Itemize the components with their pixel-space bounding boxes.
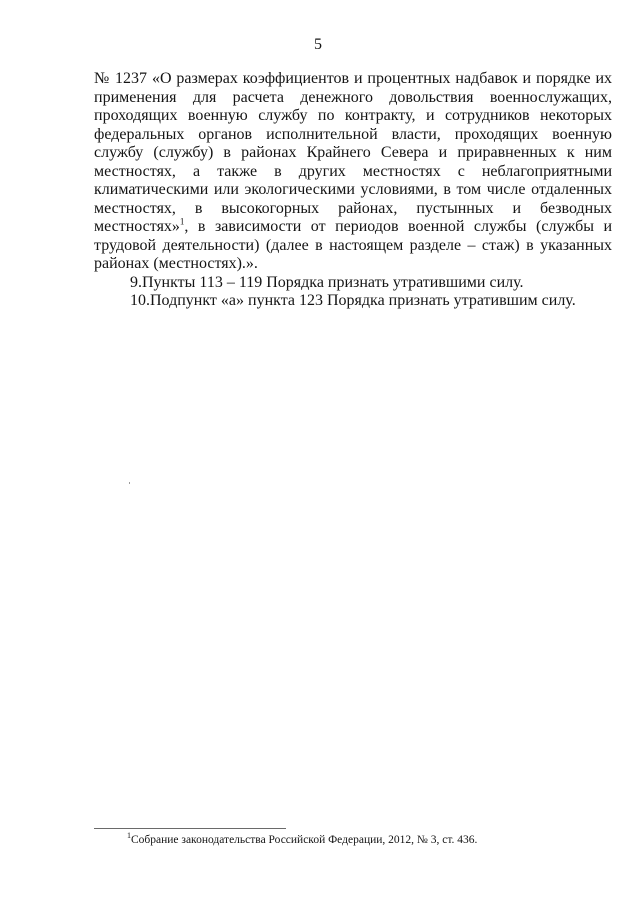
continuation-tail-text: , в зависимости от периодов военной службы (службы и трудовой деятельности) (далее в настоящем разделе – стаж) в указанных районах (местностях).». <box>94 218 612 272</box>
footnote-marker: 1 <box>127 831 131 841</box>
page-number: 5 <box>314 36 322 53</box>
paragraph-item-10: 10.Подпункт «а» пункта 123 Порядка признать утратившим силу. <box>130 292 576 309</box>
footnote-reference: 1 <box>179 216 185 227</box>
continuation-text: № 1237 «О размерах коэффициентов и процентных надбавок и порядке их применения для расчета денежного довольствия военнослужащих, проходящих военную службу по контракту, и сотрудников некоторых федеральных органов исполнительной власти, проходящих военную службу (службу) в районах Крайнего Севера и приравненных к ним местностях, а также в других местностях с неблагоприятными климатическими или экологическими условиями, в том числе отдаленных местностях, в высокогорных районах, пустынных и безводных местностях» <box>94 70 612 235</box>
footnote-divider <box>94 828 286 829</box>
paragraph-item-9: 9.Пункты 113 – 119 Порядка признать утратившими силу. <box>130 273 524 291</box>
footnote <box>127 833 607 847</box>
scan-mark <box>129 482 130 484</box>
footnote-text: Собрание законодательства Российской Федерации, 2012, № 3, ст. 436. <box>131 834 478 846</box>
document-body <box>94 70 612 311</box>
paragraph-continuation <box>94 70 612 274</box>
